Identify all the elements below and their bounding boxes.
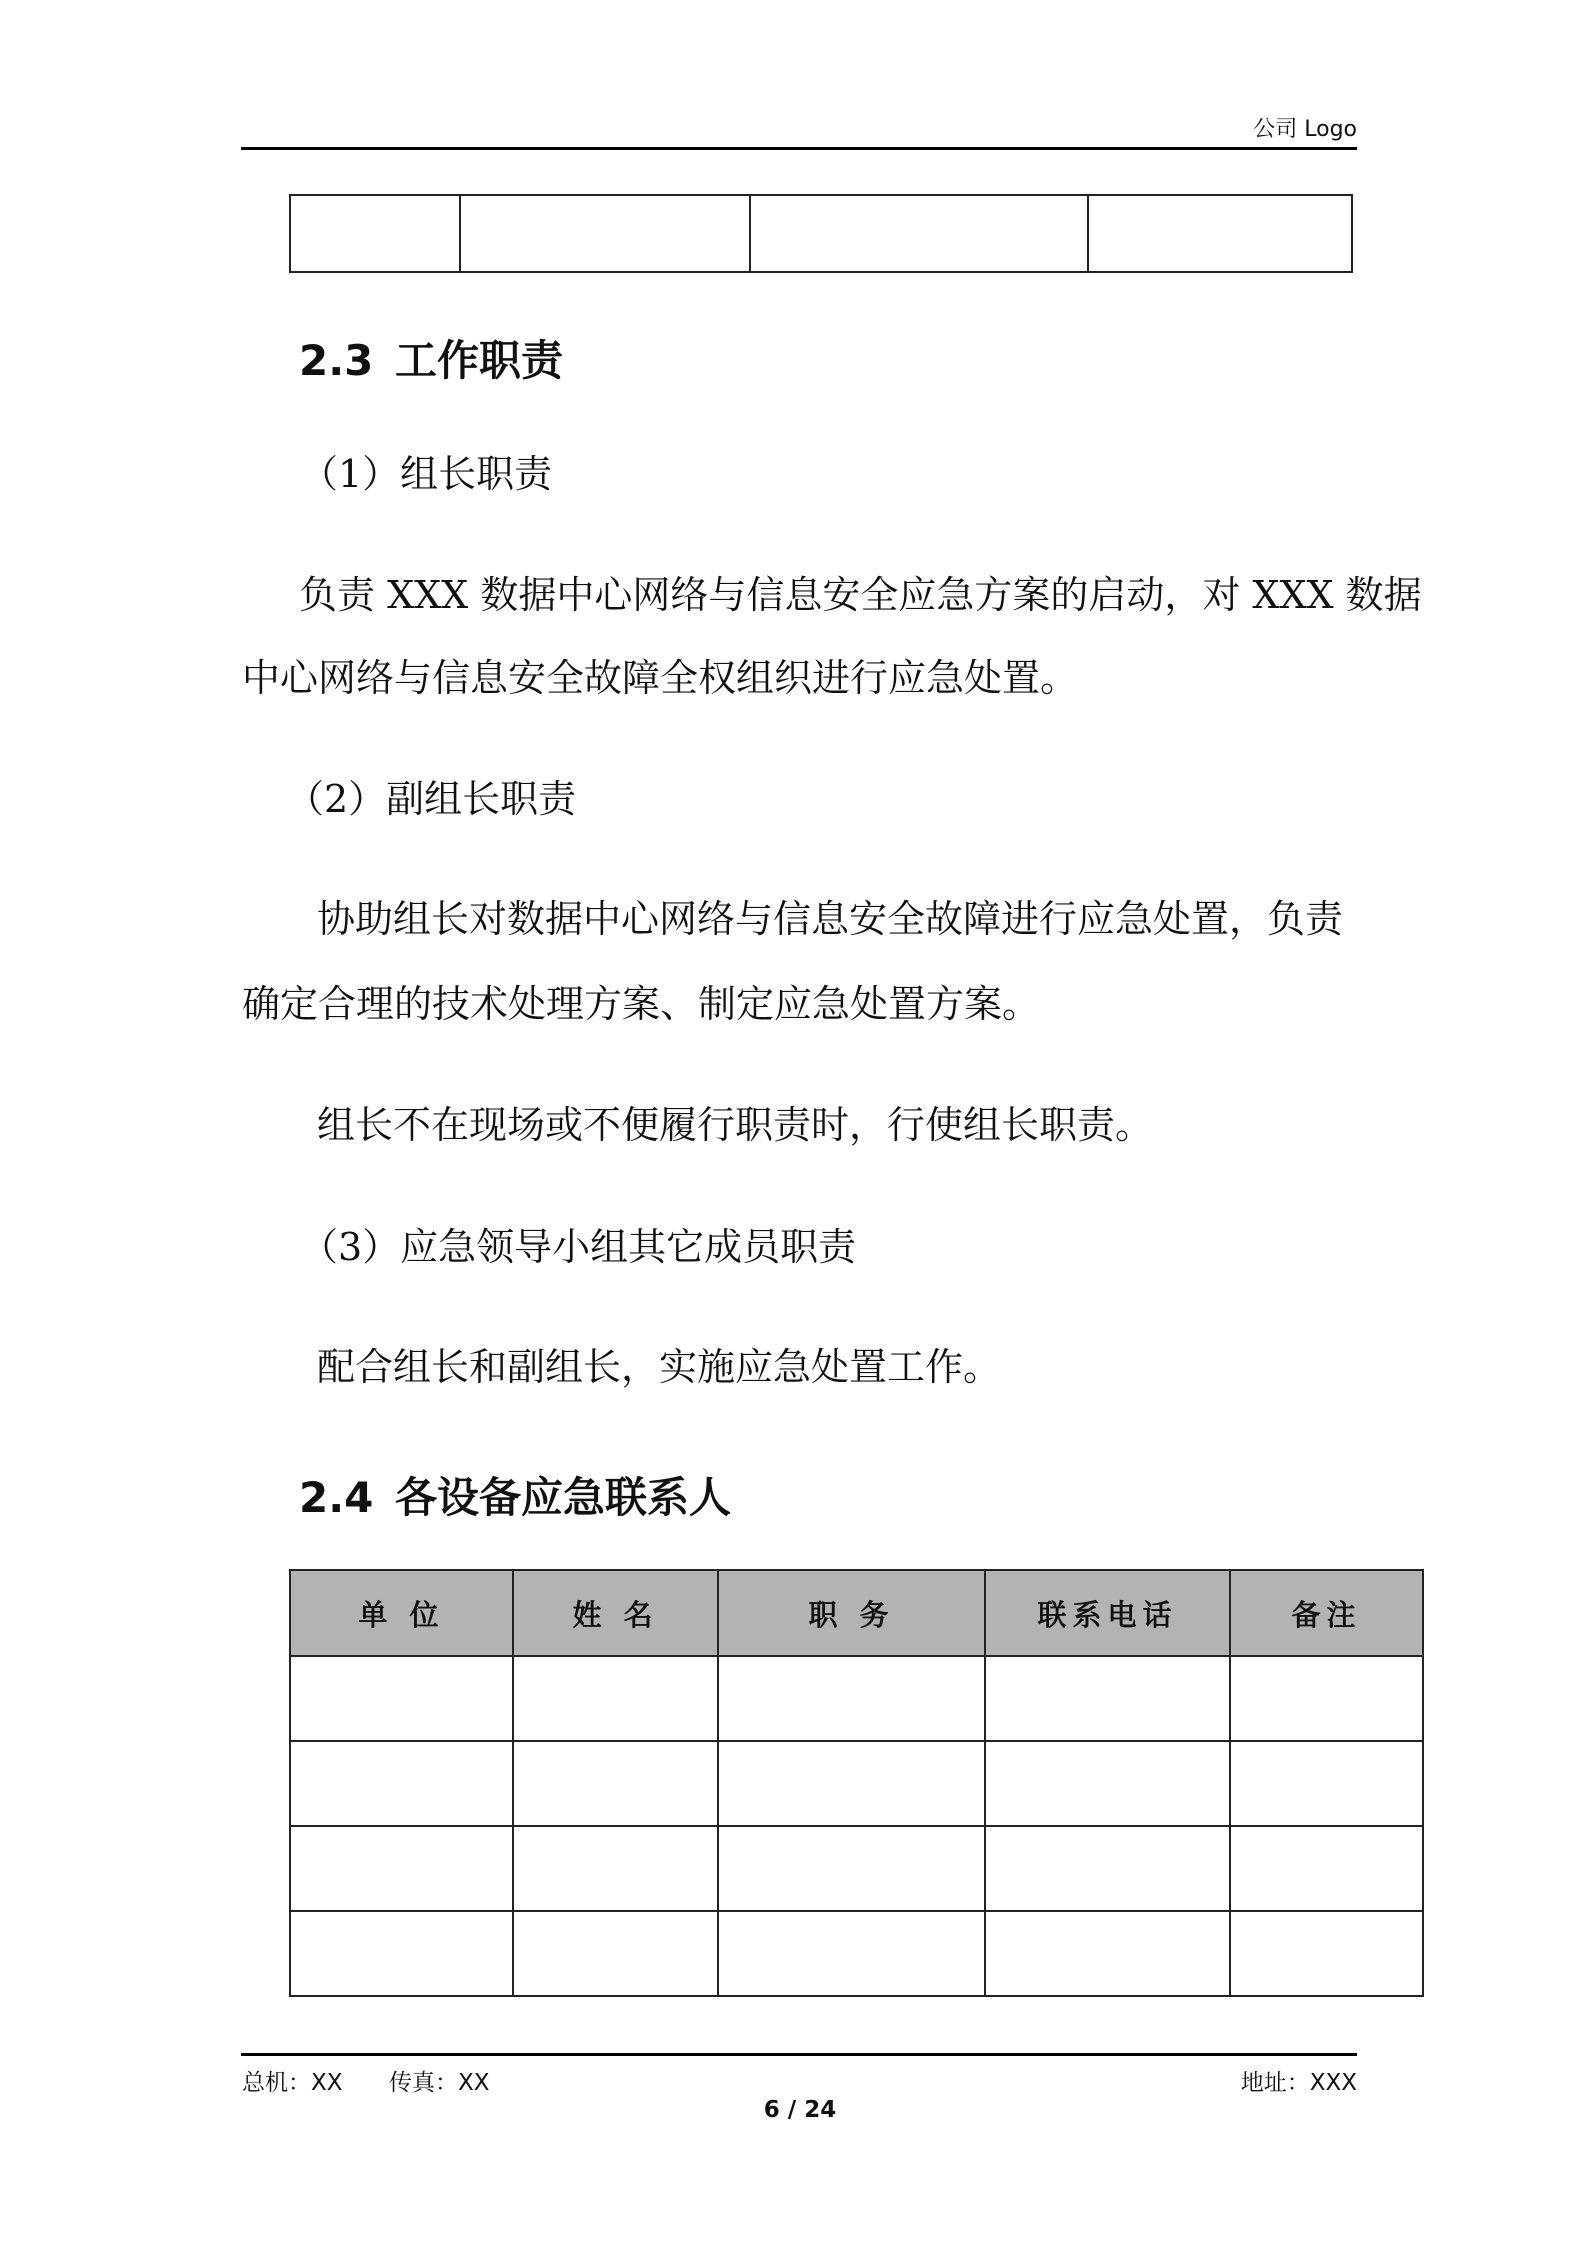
paragraph-line: 确定合理的技术处理方案、制定应急处置方案。 [242, 982, 1041, 1026]
page-number: 6 / 24 [763, 2097, 837, 2123]
paragraph-line: 协助组长对数据中心网络与信息安全故障进行应急处置，负责 [317, 897, 1344, 941]
table-cell [513, 1741, 718, 1826]
footer-rule [241, 2053, 1357, 2056]
paragraph-line: 中心网络与信息安全故障全权组织进行应急处置。 [242, 656, 1079, 700]
table-cell [513, 1656, 718, 1741]
item-heading: （1）组长职责 [300, 452, 553, 496]
column-header: 备注 [1230, 1570, 1423, 1656]
paragraph: 组长不在现场或不便履行职责时，行使组长职责。 [317, 1103, 1154, 1147]
table-cell [985, 1656, 1230, 1741]
table-cell [513, 1911, 718, 1996]
paragraph: 配合组长和副组长，实施应急处置工作。 [317, 1345, 1002, 1389]
table-cell [460, 195, 750, 272]
footer-address: 地址：XXX [1240, 2070, 1357, 2096]
column-header: 职 务 [718, 1570, 985, 1656]
table-cell [513, 1826, 718, 1911]
table-cell [290, 1741, 513, 1826]
contacts-table [289, 1569, 1424, 1997]
table-cell [718, 1911, 985, 1996]
table-cell [1088, 195, 1352, 272]
table-cell [718, 1741, 985, 1826]
column-header: 单 位 [290, 1570, 513, 1656]
table-row [290, 1911, 1423, 1996]
table-cell [985, 1911, 1230, 1996]
footer-fax: 传真：XX [389, 2070, 490, 2096]
table-cell [290, 1911, 513, 1996]
table-cell [290, 195, 460, 272]
header-rule [241, 147, 1357, 150]
table-cell [290, 1826, 513, 1911]
section-heading-2-3: 2.3 工作职责 [299, 336, 564, 385]
table-cell [1230, 1741, 1423, 1826]
table-header-row [290, 1570, 1423, 1656]
item-heading: （2）副组长职责 [286, 777, 577, 821]
table-cell [718, 1656, 985, 1741]
table-row [290, 1826, 1423, 1911]
table-cell [750, 195, 1088, 272]
column-header: 姓 名 [513, 1570, 718, 1656]
table-cell [1230, 1826, 1423, 1911]
table-cell [985, 1826, 1230, 1911]
section-heading-2-4: 2.4 各设备应急联系人 [299, 1473, 732, 1522]
table-cell [718, 1826, 985, 1911]
paragraph-line: 负责 XXX 数据中心网络与信息安全应急方案的启动，对 XXX 数据 [299, 573, 1422, 617]
table-cell [290, 1656, 513, 1741]
table-cell [1230, 1656, 1423, 1741]
table-row [290, 1656, 1423, 1741]
column-header: 联系电话 [985, 1570, 1230, 1656]
previous-table-continuation [289, 194, 1353, 273]
table-cell [985, 1741, 1230, 1826]
table-cell [1230, 1911, 1423, 1996]
item-heading: （3）应急领导小组其它成员职责 [300, 1225, 857, 1269]
table-row [290, 1741, 1423, 1826]
header-logo-text: 公司 Logo [1253, 117, 1357, 142]
footer-switchboard: 总机：XX [242, 2070, 343, 2096]
